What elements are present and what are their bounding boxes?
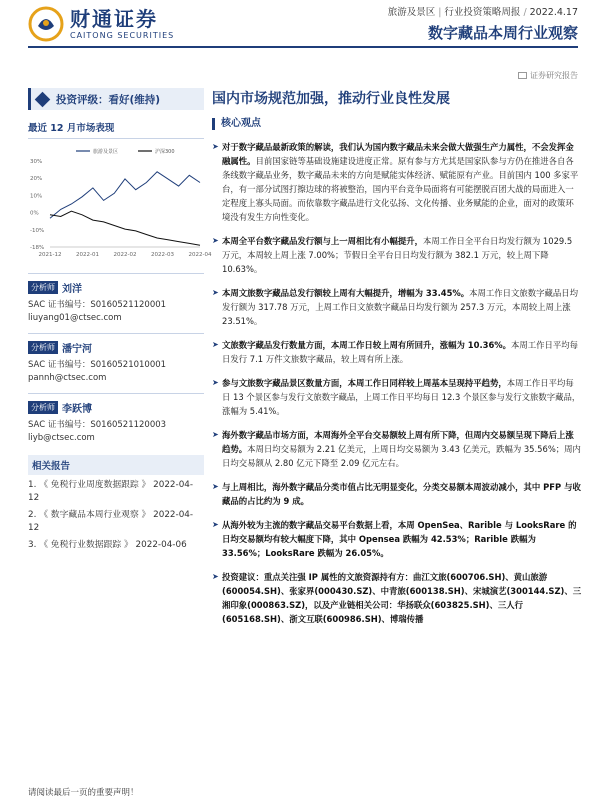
x-tick-label: 2022-01 (76, 252, 99, 258)
core-viewpoint-title: 核心观点 (212, 118, 582, 130)
paragraph-text: 本周日均交易额为 2.21 亿美元，上周日均交易额为 3.43 亿美元，跌幅为 35.56%；周内日均交易额从 2.80 亿元下降至 2.09 亿元左右。 (222, 444, 581, 468)
analyst-card (28, 393, 204, 443)
viewpoint-paragraph (212, 338, 582, 366)
paragraph-text: 本周工作日平均每日 13 个景区参与发行文旅数字藏品，上周工作日平均每日 12.3 个景区参与发行文旅数字藏品，涨幅为 5.41%。 (222, 378, 581, 416)
viewpoint-paragraph (212, 234, 582, 276)
logo-english-name: CAITONG SECURITIES (70, 30, 175, 40)
series-line (50, 211, 200, 245)
report-type-label (518, 70, 578, 81)
related-report-item[interactable]: 1. 《 免税行业周度数据跟踪 》 2022-04-12 (28, 480, 194, 503)
rating-banner (28, 88, 204, 110)
legend-label: 沪深300 (155, 149, 175, 155)
bullet-icon: ➤ (212, 572, 219, 581)
analyst-name: 刘洋 (62, 284, 82, 295)
y-tick-label: 10% (30, 193, 43, 200)
company-logo (28, 6, 174, 42)
analyst-name: 李跃博 (62, 404, 92, 415)
analyst-role: 分析师 (28, 341, 58, 354)
viewpoint-paragraph (212, 286, 582, 328)
analyst-sac: SAC 证书编号：S0160521120003 (28, 420, 167, 430)
document-icon (518, 72, 527, 79)
bullet-icon: ➤ (212, 288, 219, 297)
logo-emblem-icon (28, 6, 64, 42)
paragraph-bold: 对于数字藏品最新政策的解读，我们认为国内数字藏品未来会做大做强生产力属性，不会发挥金融属性。 (222, 142, 574, 166)
paragraph-bold: 本周文旅数字藏品总发行额较上周有大幅提升，增幅为 33.45%。 (222, 288, 470, 298)
breadcrumb-industry: 旅游及景区 (387, 7, 436, 18)
logo-chinese-name: 财通证券 (70, 6, 158, 31)
analyst-sac: SAC 证书编号：S0160521010001 (28, 360, 167, 370)
analyst-sac: SAC 证书编号：S0160521120001 (28, 300, 167, 310)
paragraph-bold: 与上周相比，海外数字藏品分类市值占比无明显变化，分类交易额本周波动减小，其中 PFP 与收藏品的占比约为 9 成。 (222, 482, 581, 506)
analyst-email[interactable]: pannh@ctsec.com (28, 373, 107, 383)
market-performance-chart (28, 143, 212, 263)
analyst-email[interactable]: liyb@ctsec.com (28, 433, 95, 443)
viewpoint-paragraph (212, 376, 582, 418)
viewpoint-paragraph (212, 428, 582, 470)
bullet-icon: ➤ (212, 378, 219, 387)
breadcrumb-report-kind: 行业投资策略周报 (444, 7, 521, 18)
sidebar (28, 88, 212, 552)
paragraph-bold: 参与文旅数字藏品景区数量方面，本周工作日同样较上周基本呈现持平趋势， (222, 378, 507, 388)
disclaimer-note: 请阅读最后一页的重要声明！ (28, 788, 139, 798)
bullet-icon: ➤ (212, 482, 219, 491)
analyst-role: 分析师 (28, 401, 58, 414)
viewpoint-paragraph (212, 518, 582, 560)
legend-label: 旅游及景区 (93, 149, 119, 155)
y-tick-label: -10% (30, 227, 45, 234)
related-report-item[interactable]: 2. 《 数字藏品本周行业观察 》 2022-04-12 (28, 510, 194, 533)
bullet-icon: ➤ (212, 236, 219, 245)
main-title: 国内市场规范加强，推动行业良性发展 (212, 91, 450, 107)
y-tick-label: 0% (30, 210, 39, 217)
bullet-icon: ➤ (212, 340, 219, 349)
report-title: 数字藏品本周行业观察 (427, 24, 578, 42)
paragraph-text: 本周工作日平均每日发行 7.1 万件文旅数字藏品，较上周有所上涨。 (222, 340, 579, 364)
paragraph-bold: 从海外较为主流的数字藏品交易平台数据上看，本周 OpenSea、Rarible 与 LooksRare 的日均交易额均有较大幅度下降，其中 Opensea 跌幅为 42.53%；Rarible 跌幅为 33.56%；LooksRare 跌幅为 26.05%。 (222, 520, 577, 558)
breadcrumb-date: 2022.4.17 (529, 7, 578, 18)
bullet-icon: ➤ (212, 430, 219, 439)
paragraph-text: 目前国家链等基础设施建设进度正常。原有参与方尤其是国家队参与方仍在推进各自各条线数字藏品业务，数字藏品未来的方向是赋能实体经济、赋能原有产业。目前国内 100 多家平台，有一部分试图打擦边球的将被整治，国内平台竞争局面将有可能摆脱百团大战的局面进入一定程度上寡头局面。而依靠数字藏品进行文化弘扬、文化传播、业务赋能的企业，面对的政策环境没有发生方向性变化。 (222, 156, 579, 222)
paragraph-bold: 文旅数字藏品发行数量方面，本周工作日较上周有所回升，涨幅为 10.36%。 (222, 340, 512, 350)
paragraph-bold: 本周全平台数字藏品发行额与上一周相比有小幅提升， (222, 236, 423, 246)
bullet-icon: ➤ (212, 142, 219, 151)
analyst-role: 分析师 (28, 281, 58, 294)
paragraph-text: 本周工作日文旅数字藏品日均发行额为 317.78 万元，上周工作日文旅数字藏品日均发行额为 257.3 万元，本周较上周上涨 23.51%。 (222, 288, 579, 326)
analyst-card (28, 273, 204, 323)
x-tick-label: 2022-03 (151, 252, 174, 258)
viewpoint-paragraph (212, 140, 582, 224)
y-tick-label: 20% (30, 176, 43, 183)
chart-title: 最近 12 月市场表现 (28, 120, 204, 139)
analyst-name: 潘宁河 (62, 344, 92, 355)
x-tick-label: 2022-02 (113, 252, 137, 258)
viewpoint-paragraph (212, 570, 582, 626)
paragraph-bold: 海外数字藏品市场方面，本周海外全平台交易额较上周有所下降，但周内交易额呈现下降后上涨趋势。 (222, 430, 574, 454)
rating-text: 投资评级：看好(维持) (56, 93, 161, 106)
related-report-item[interactable]: 3. 《 免税行业数据跟踪 》 2022-04-06 (28, 540, 187, 550)
analyst-email[interactable]: liuyang01@ctsec.com (28, 313, 122, 323)
breadcrumb: 旅游及景区 | 行业投资策略周报 / 2022.4.17 (387, 7, 578, 18)
analyst-card (28, 333, 204, 383)
y-tick-label: -18% (30, 245, 45, 251)
report-header (0, 0, 600, 48)
y-tick-label: 30% (30, 159, 43, 165)
chart-svg (28, 143, 212, 263)
header-divider (28, 46, 578, 48)
viewpoint-paragraph (212, 480, 582, 508)
x-tick-label: 2021-12 (38, 252, 62, 258)
x-tick-label: 2022-04 (188, 252, 212, 258)
report-type-text: 证券研究报告 (530, 71, 578, 80)
related-reports-title: 相关报告 (28, 455, 204, 475)
bullet-icon: ➤ (212, 520, 219, 529)
diamond-icon (35, 91, 51, 107)
paragraph-text: 本周工作日全平台日均发行额为 1029.5 万元，本周较上周上涨 7.00%；节假日全平台日日均发行额为 382.1 万元，较上周下降 10.63%。 (222, 236, 573, 274)
main-content (212, 88, 582, 626)
paragraph-bold: 投资建议：重点关注强 IP 属性的文旅资源持有方：曲江文旅(600706.SH)、黄山旅游(600054.SH)、张家界(000430.SZ)、中青旅(600138.SH)、宋城演艺(300144.SZ)、三湘印象(000863.SZ)，以及产业链相关公司：华扬联众(603825.SH)、三人行(605168.SH)、浙文互联(600986.SH)、博瑞传播 (222, 572, 582, 624)
